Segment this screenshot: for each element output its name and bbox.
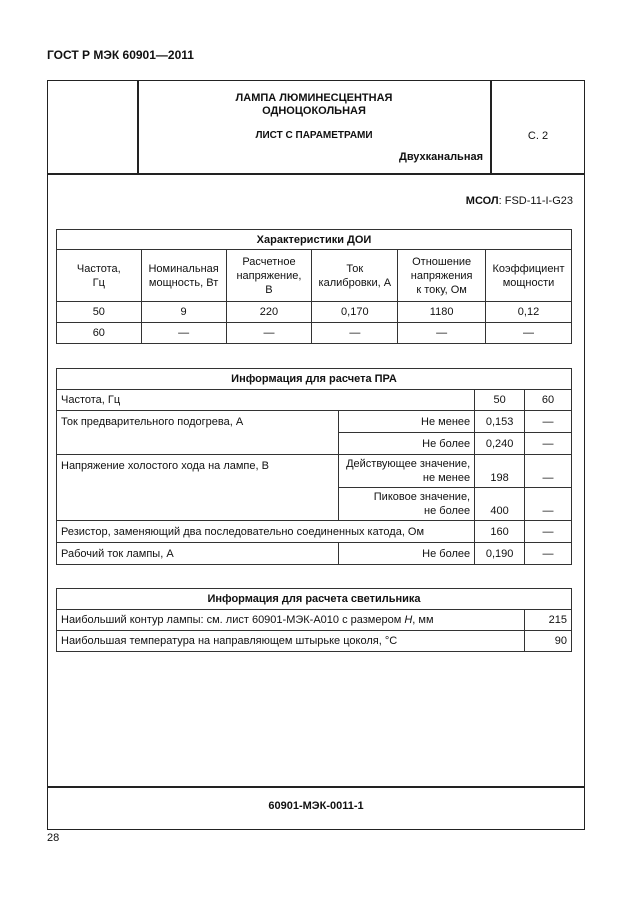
table-cell: — <box>226 323 312 344</box>
title-divider <box>47 173 585 175</box>
doi-header-row <box>57 250 572 302</box>
table-row <box>57 302 572 323</box>
table-cell: 9 <box>141 302 226 323</box>
resistor-50: 160 <box>475 521 525 543</box>
contour-value: 215 <box>525 610 572 631</box>
preheat-max-label: Не более <box>339 433 475 455</box>
contour-var: H <box>404 614 413 626</box>
table-cell: 1180 <box>398 302 486 323</box>
table-cell: — <box>486 323 572 344</box>
ocv-peak-50: 400 <box>475 488 525 521</box>
ocv-rms-50: 198 <box>475 455 525 488</box>
preheat-max-60: — <box>525 433 572 455</box>
ocv-peak-label-line1: Пиковое значение, <box>373 491 471 503</box>
page-number: 28 <box>47 832 60 844</box>
doi-header-cell: Номинальная мощность, Вт <box>141 250 226 302</box>
contour-label <box>57 610 525 631</box>
standard-header: ГОСТ Р МЭК 60901—2011 <box>47 48 194 62</box>
table-cell: — <box>398 323 486 344</box>
title-line2: ОДНОЦОКОЛЬНАЯ <box>262 105 366 117</box>
table-row <box>57 543 572 565</box>
table-cell: 50 <box>57 302 142 323</box>
table-row <box>57 631 572 652</box>
table-row <box>57 610 572 631</box>
luminaire-caption: Информация для расчета светильника <box>57 589 572 610</box>
work-60: — <box>525 543 572 565</box>
ocv-peak-label <box>339 488 475 521</box>
ilcos-value: : FSD-11-I-G23 <box>498 195 573 207</box>
freq-label: Частота, Гц <box>57 390 475 411</box>
table-row <box>57 521 572 543</box>
table-cell: 220 <box>226 302 312 323</box>
ocv-rms-label-line2: не менее <box>422 472 471 484</box>
resistor-60: — <box>525 521 572 543</box>
lamp-type: Двухканальная <box>398 151 483 163</box>
work-label: Рабочий ток лампы, А <box>57 543 339 565</box>
table-row <box>57 455 572 488</box>
table-cell: — <box>312 323 398 344</box>
ocv-peak-label-line2: не более <box>424 505 471 517</box>
ocv-rms-60: — <box>525 455 572 488</box>
ilcos-label: МСОЛ <box>465 195 499 207</box>
work-50: 0,190 <box>475 543 525 565</box>
preheat-max-50: 0,240 <box>475 433 525 455</box>
ocv-rms-label <box>339 455 475 488</box>
work-cond: Не более <box>339 543 475 565</box>
preheat-min-60: — <box>525 411 572 433</box>
pra-table <box>56 368 572 565</box>
resistor-label: Резистор, заменяющий два последовательно соединенных катода, Ом <box>57 521 475 543</box>
footer-divider <box>47 786 585 788</box>
table-cell: 0,170 <box>312 302 398 323</box>
table-cell: 0,12 <box>486 302 572 323</box>
doi-header-cell: Ток калибровки, А <box>312 250 398 302</box>
doi-table <box>56 229 572 344</box>
luminaire-table <box>56 588 572 652</box>
ocv-peak-60: — <box>525 488 572 521</box>
sheet-title: ЛИСТ С ПАРАМЕТРАМИ <box>255 130 373 141</box>
ocv-label: Напряжение холостого хода на лампе, В <box>57 455 339 521</box>
page-ref: С. 2 <box>527 130 549 142</box>
table-row <box>57 323 572 344</box>
sheet-code: 60901-МЭК-0011-1 <box>268 800 364 812</box>
temp-value: 90 <box>525 631 572 652</box>
ocv-rms-label-line1: Действующее значение, <box>346 458 471 470</box>
table-row <box>57 390 572 411</box>
preheat-label: Ток предварительного подогрева, А <box>57 411 339 455</box>
contour-label-text: Наибольший контур лампы: см. лист 60901-МЭК-А010 с размером <box>61 614 402 626</box>
pra-caption: Информация для расчета ПРА <box>57 369 572 390</box>
doi-header-cell: Расчетное напряжение, В <box>226 250 312 302</box>
contour-unit: , мм <box>412 614 434 626</box>
table-row <box>57 411 572 433</box>
preheat-min-50: 0,153 <box>475 411 525 433</box>
table-cell: 60 <box>57 323 142 344</box>
title-right-divider <box>490 80 492 174</box>
doi-header-cell: Коэффициент мощности <box>486 250 572 302</box>
freq-60: 60 <box>525 390 572 411</box>
doi-caption: Характеристики ДОИ <box>57 230 572 250</box>
doi-header-cell: Отношение напряжения к току, Ом <box>398 250 486 302</box>
title-line1: ЛАМПА ЛЮМИНЕСЦЕНТНАЯ <box>235 92 393 104</box>
table-cell: — <box>141 323 226 344</box>
temp-label: Наибольшая температура на направляющем штырьке цоколя, °С <box>57 631 525 652</box>
preheat-min-label: Не менее <box>339 411 475 433</box>
ilcos-code <box>380 195 573 207</box>
doi-header-cell: Частота, Гц <box>57 250 142 302</box>
freq-50: 50 <box>475 390 525 411</box>
